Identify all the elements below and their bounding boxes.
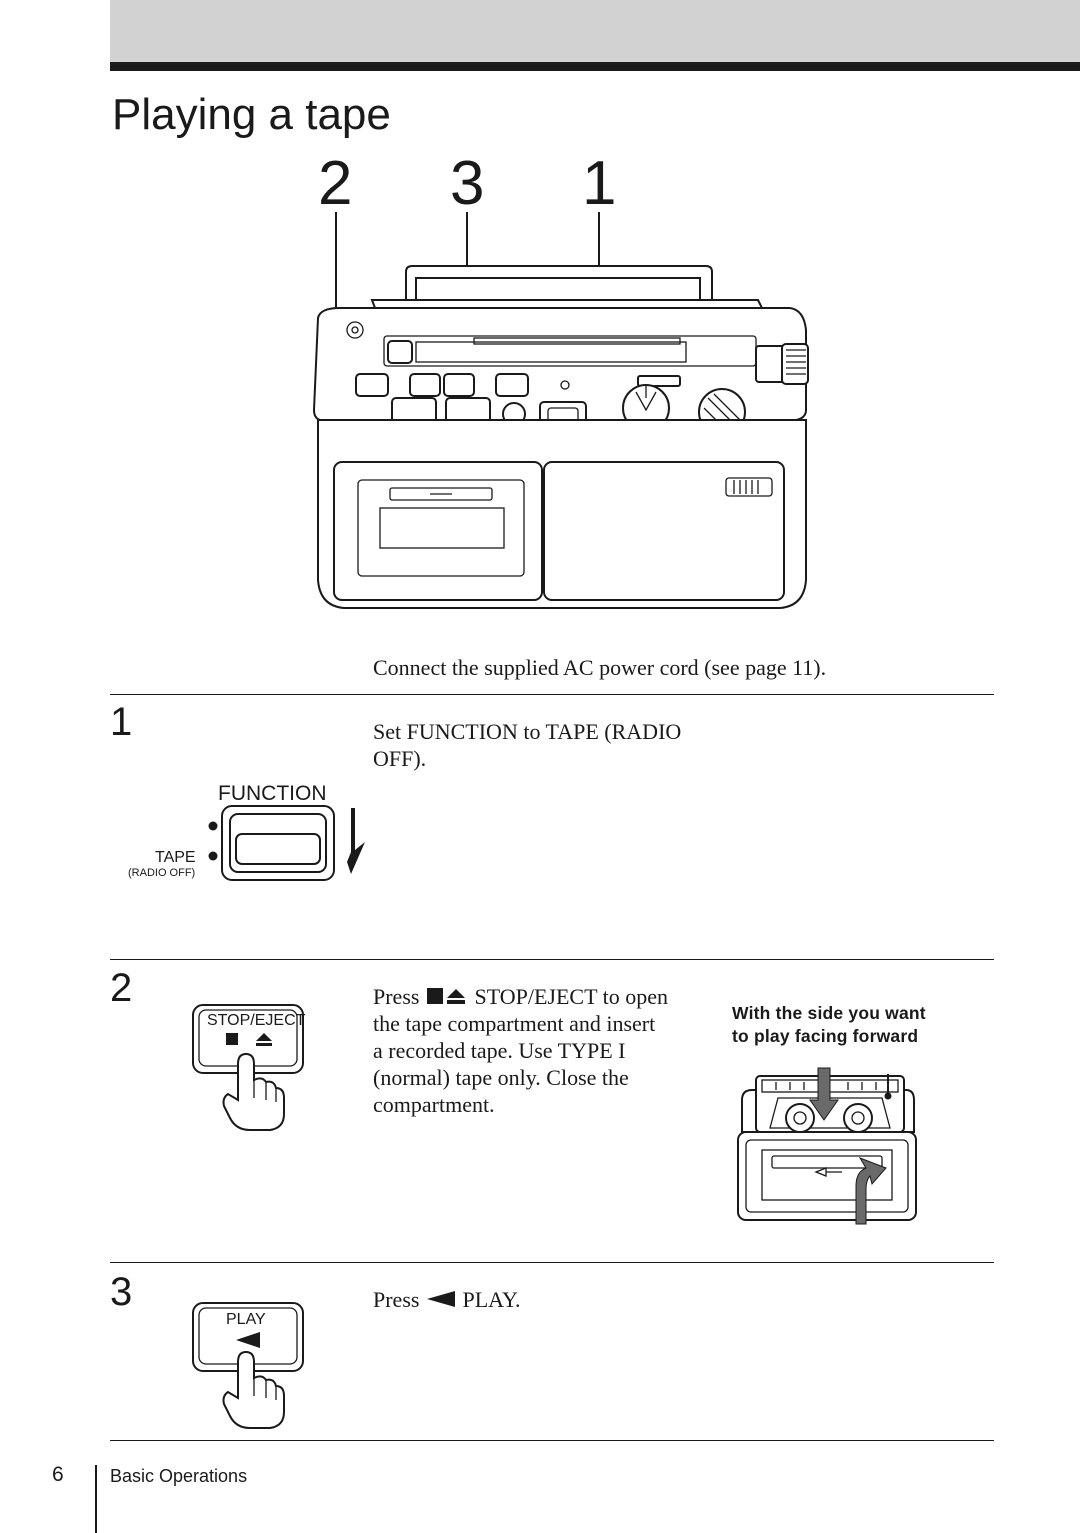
function-switch-illustration xyxy=(205,802,370,886)
step-2-line-5: compartment. xyxy=(373,1092,495,1117)
stop-eject-icon xyxy=(425,986,469,1006)
step-2-line-3: a recorded tape. Use TYPE I xyxy=(373,1038,626,1063)
cassette-caption-line-2: to play facing forward xyxy=(732,1026,919,1046)
radio-off-label: (RADIO OFF) xyxy=(128,867,196,879)
step-1-line-2: OFF). xyxy=(373,746,427,771)
callout-number-1: 1 xyxy=(582,149,617,218)
step-divider xyxy=(110,694,994,695)
play-button-label: PLAY xyxy=(226,1311,266,1328)
intro-text: Connect the supplied AC power cord (see page 11). xyxy=(373,655,827,680)
step-3-line-1 xyxy=(373,1286,521,1313)
step-2-press-text: Press xyxy=(373,984,420,1009)
callout-number-2: 2 xyxy=(318,149,353,218)
cassette-insertion-illustration xyxy=(735,1064,921,1228)
section-name: Basic Operations xyxy=(110,1466,248,1486)
stop-eject-button-label: STOP/EJECT xyxy=(207,1012,306,1029)
play-reverse-triangle-icon xyxy=(425,1290,457,1308)
step-2-number: 2 xyxy=(110,966,133,1010)
step-1-line-1: Set FUNCTION to TAPE (RADIO xyxy=(373,719,682,744)
footer-divider xyxy=(95,1465,97,1533)
bottom-rule xyxy=(110,1440,994,1441)
step-3-play-text: PLAY. xyxy=(462,1287,521,1312)
page-number: 6 xyxy=(52,1463,64,1486)
header-rule xyxy=(110,62,1080,71)
radio-cassette-player-illustration xyxy=(300,210,830,620)
step-3-press-text: Press xyxy=(373,1287,420,1312)
function-label: FUNCTION xyxy=(218,782,327,805)
page-title: Playing a tape xyxy=(112,90,391,139)
step-divider xyxy=(110,1262,994,1263)
cassette-caption-line-1: With the side you want xyxy=(732,1003,926,1023)
down-arrow-icon xyxy=(347,808,365,874)
callout-number-3: 3 xyxy=(450,149,485,218)
step-divider xyxy=(110,959,994,960)
step-2-line-4: (normal) tape only. Close the xyxy=(373,1065,629,1090)
step-3-number: 3 xyxy=(110,1270,133,1314)
step-2-stop-eject-text: STOP/EJECT to open xyxy=(474,984,668,1009)
step-2-line-1 xyxy=(373,983,668,1010)
tape-position-label: TAPE xyxy=(155,849,196,866)
header-band xyxy=(110,0,1080,62)
step-1-number: 1 xyxy=(110,700,133,744)
step-2-line-2: the tape compartment and insert xyxy=(373,1011,656,1036)
